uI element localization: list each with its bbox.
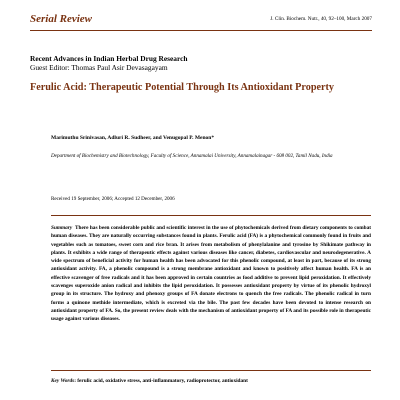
journal-citation: J. Clin. Biochem. Nutr., 40, 92–100, March 2007 — [270, 16, 372, 22]
summary-text: There has been considerable public and scientific interest in the use of phytochemicals derived from dietary components to combat human diseases. They are naturally occurring substances found in plants. Ferulic acid (FA) is a phytochemical commonly found in fruits and vegetables such as tomatoes, sweet corn and rice bran. It arises from metabolism of phenylalanine and tyrosine by Shikimate pathway in plants. It exhibits a wide range of therapeutic effects against various diseases like cancer, diabetes, cardiovascular and neurodegenerative. A wide spectrum of beneficial activity for human health has been advocated for this phenolic compound, at least in part, because of its strong antioxidant activity. FA, a phenolic compound is a strong membrane antioxidant and known to positively affect human health. FA is an effective scavenger of free radicals and it has been approved in certain countries as food additive to prevent lipid peroxidation. It effectively scavenges superoxide anion radical and inhibits the lipid peroxidation. It possesses antioxidant property by virtue of its phenolic hydroxyl group in its structure. The hydroxy and phenoxy groups of FA donate electrons to quench the free radicals. The phenolic radical in turn forms a quinone methide intermediate, which is excreted via the bile. The past few decades have been devoted to intense research on antioxidant property of FA. So, the present review deals with the mechanism of antioxidant property of FA and its possible role in therapeutic usage against various diseases. — [51, 225, 371, 323]
article-title: Ferulic Acid: Therapeutic Potential Through Its Antioxidant Property — [30, 82, 335, 93]
summary-bottom-rule — [51, 370, 371, 371]
keywords — [51, 378, 371, 384]
special-section-title: Recent Advances in Indian Herbal Drug Research — [30, 54, 188, 63]
series-label: Serial Review — [30, 13, 93, 25]
guest-editor: Guest Editor: Thomas Paul Asir Devasagayam — [30, 63, 168, 72]
summary-label: Summary — [51, 225, 73, 231]
author-affiliation: Department of Biochemistry and Biotechnology, Faculty of Science, Annamalai University, Annamalainagar - 608 002, Tamil Nadu, India — [51, 153, 333, 159]
summary-abstract — [51, 224, 371, 324]
page-header — [30, 13, 372, 27]
article-authors: Marimuthu Srinivasan, Adluri R. Sudheer, and Venugopal P. Menon* — [51, 135, 215, 141]
header-rule — [30, 30, 372, 31]
keywords-label: Key Words — [51, 378, 75, 384]
keywords-colon: : — [74, 378, 78, 384]
received-accepted-dates: Received 19 September, 2006; Accepted 12 December, 2006 — [51, 196, 175, 202]
special-section — [30, 54, 370, 72]
keywords-text: ferulic acid, oxidative stress, anti-inflammatory, radioprotector, antioxidant — [77, 378, 248, 384]
summary-top-rule — [51, 215, 371, 216]
